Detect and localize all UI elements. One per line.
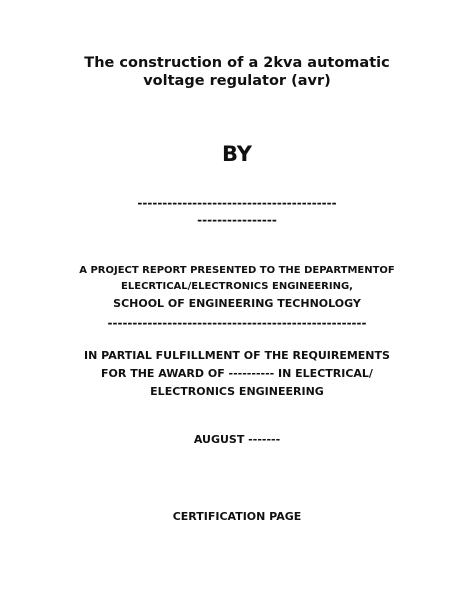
- certification-heading: CERTIFICATION PAGE: [172, 510, 302, 523]
- author-placeholder-line-1: ----------------------------------------: [137, 196, 337, 210]
- date-line: AUGUST -------: [193, 433, 281, 446]
- presentation-line-3: SCHOOL OF ENGINEERING TECHNOLOGY: [113, 297, 361, 310]
- presentation-line-2: ELECRTICAL/ELECTRONICS ENGINEERING,: [121, 281, 353, 292]
- title-line-2: voltage regulator (avr): [143, 73, 331, 89]
- presentation-line-1: A PROJECT REPORT PRESENTED TO THE DEPARTMENTOF: [79, 265, 395, 276]
- title-line-1: The construction of a 2kva automatic: [84, 55, 390, 71]
- author-placeholder-line-2: ----------------: [197, 213, 277, 227]
- fulfillment-line-3: ELECTRONICS ENGINEERING: [150, 385, 324, 398]
- presentation-separator: ----------------------------------------------------: [107, 316, 367, 330]
- fulfillment-line-2: FOR THE AWARD OF ---------- IN ELECTRICAL/: [101, 367, 373, 380]
- fulfillment-line-1: IN PARTIAL FULFILLMENT OF THE REQUIREMENTS: [84, 349, 390, 362]
- by-label: BY: [221, 142, 253, 166]
